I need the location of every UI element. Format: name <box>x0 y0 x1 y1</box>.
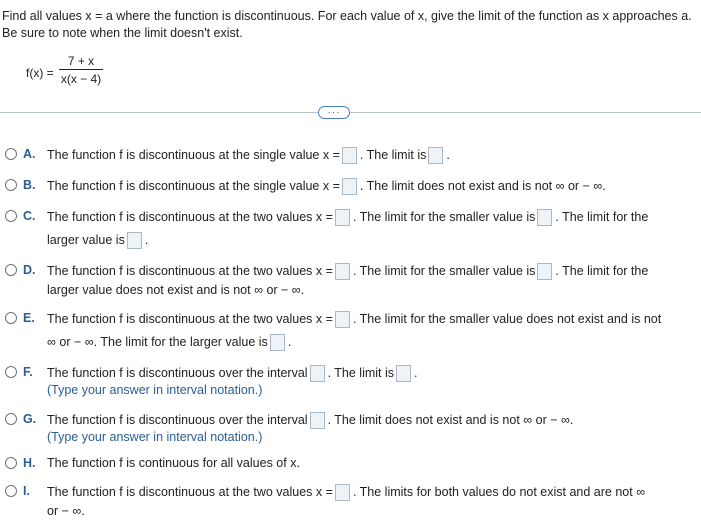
option-b-value-input[interactable] <box>342 178 357 195</box>
option-g-hint: (Type your answer in interval notation.) <box>47 430 263 444</box>
option-c-text: The function f is discontinuous at the two values x = <box>47 210 333 224</box>
option-c-text-3: . The limit for the <box>555 210 649 224</box>
question-prompt: Find all values x = a where the function is discontinuous. For each value of x, give the limit of the function as x approaches a. Be sure to note when the limit doesn't exist. <box>2 9 692 40</box>
option-d-smaller-limit-input[interactable] <box>537 263 552 280</box>
option-c-text-2: . The limit for the smaller value is <box>352 210 536 224</box>
option-a-radio[interactable] <box>5 148 17 160</box>
function-fraction <box>59 54 103 86</box>
fraction-bar <box>59 69 103 70</box>
option-a-text-2: . The limit is <box>359 148 427 162</box>
option-f-limit-input[interactable] <box>396 365 411 382</box>
option-h-text: The function f is continuous for all values of x. <box>47 456 300 470</box>
option-e-text-3: ∞ or − ∞. The limit for the larger value is <box>47 335 268 349</box>
option-c-text-4: larger value is <box>47 233 125 247</box>
option-d-text-2: . The limit for the smaller value is <box>352 264 536 278</box>
option-i-letter: I. <box>23 484 30 498</box>
option-i-radio[interactable] <box>5 485 17 497</box>
option-e-letter: E. <box>23 311 35 325</box>
option-c-values-input[interactable] <box>335 209 350 226</box>
option-c-larger-limit-input[interactable] <box>127 232 142 249</box>
option-d-values-input[interactable] <box>335 263 350 280</box>
option-c-smaller-limit-input[interactable] <box>537 209 552 226</box>
option-e-larger-limit-input[interactable] <box>270 334 285 351</box>
option-d-text-3: . The limit for the <box>555 264 649 278</box>
option-a-text: The function f is discontinuous at the single value x = <box>47 148 340 162</box>
fraction-numerator: 7 + x <box>67 54 95 68</box>
option-i-text-2: . The limits for both values do not exist and are not ∞ <box>352 485 646 499</box>
option-f-radio[interactable] <box>5 366 17 378</box>
option-f-interval-input[interactable] <box>310 365 325 382</box>
option-d-text: The function f is discontinuous at the two values x = <box>47 264 333 278</box>
fraction-denominator: x(x − 4) <box>60 72 102 86</box>
option-b-letter: B. <box>23 178 36 192</box>
function-label: f(x) = <box>26 66 54 80</box>
option-h-letter: H. <box>23 456 36 470</box>
option-e-text: The function f is discontinuous at the two values x = <box>47 312 333 326</box>
option-c-letter: C. <box>23 209 36 223</box>
option-g-interval-input[interactable] <box>310 412 325 429</box>
option-f-letter: F. <box>23 365 33 379</box>
option-i-text: The function f is discontinuous at the two values x = <box>47 485 333 499</box>
option-d-text-4: larger value does not exist and is not ∞ or − ∞. <box>47 283 305 297</box>
option-a-text-3: . <box>446 148 450 162</box>
option-d-radio[interactable] <box>5 264 17 276</box>
option-i-values-input[interactable] <box>335 484 350 501</box>
option-a-value-input[interactable] <box>342 147 357 164</box>
option-g-radio[interactable] <box>5 413 17 425</box>
option-e-text-4: . <box>287 335 292 349</box>
option-d-letter: D. <box>23 263 36 277</box>
option-b-radio[interactable] <box>5 179 17 191</box>
option-i-text-3: or − ∞. <box>47 504 85 518</box>
more-options-button[interactable]: ··· <box>318 106 350 119</box>
option-f-text-3: . <box>414 366 418 380</box>
option-b-text: The function f is discontinuous at the single value x = <box>47 179 340 193</box>
option-g-text-2: . The limit does not exist and is not ∞ or − ∞. <box>327 413 574 427</box>
option-f-text: The function f is discontinuous over the interval <box>47 366 308 380</box>
option-e-text-2: . The limit for the smaller value does not exist and is not <box>352 312 662 326</box>
option-a-limit-input[interactable] <box>428 147 443 164</box>
option-g-letter: G. <box>23 412 37 426</box>
option-c-text-5: . <box>144 233 149 247</box>
option-f-text-2: . The limit is <box>327 366 395 380</box>
option-c-radio[interactable] <box>5 210 17 222</box>
option-b-text-2: . The limit does not exist and is not ∞ or − ∞. <box>359 179 606 193</box>
option-f-hint: (Type your answer in interval notation.) <box>47 383 263 397</box>
option-e-values-input[interactable] <box>335 311 350 328</box>
option-a-letter: A. <box>23 147 36 161</box>
section-divider <box>0 112 701 113</box>
option-e-radio[interactable] <box>5 312 17 324</box>
option-h-radio[interactable] <box>5 457 17 469</box>
option-g-text: The function f is discontinuous over the interval <box>47 413 308 427</box>
